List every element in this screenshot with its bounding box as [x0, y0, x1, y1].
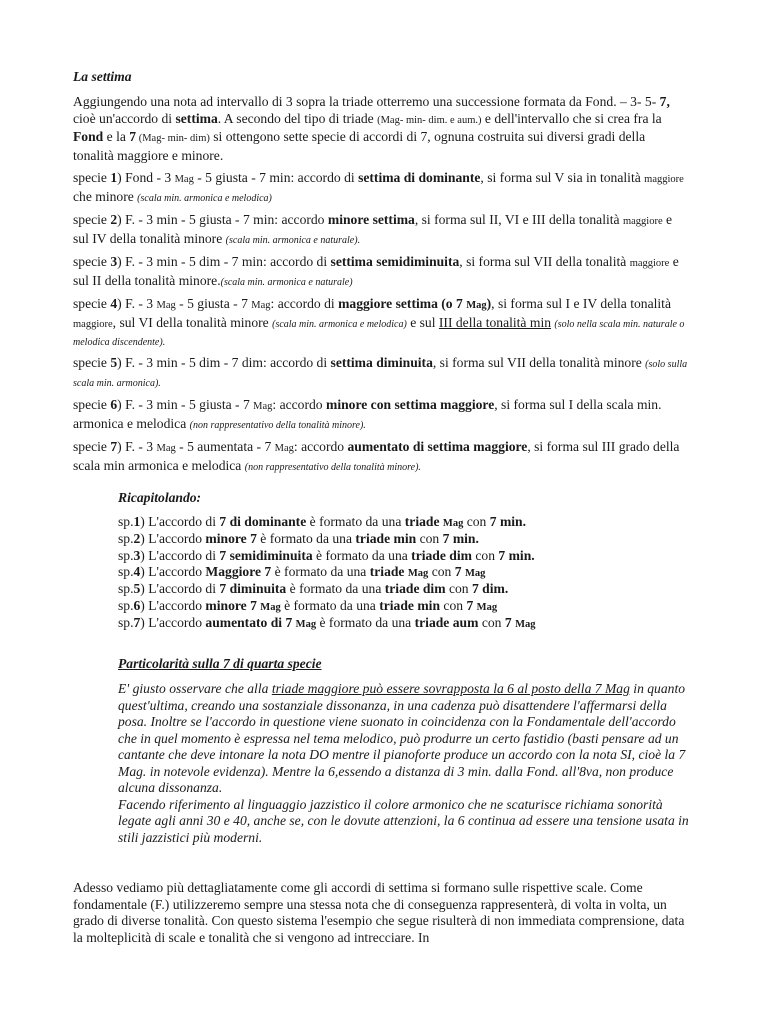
recap-mag: Mag [407, 568, 429, 580]
recap-text: con [440, 597, 467, 613]
species-label: specie [73, 296, 111, 311]
species-mag-label: Mag [274, 443, 294, 454]
species-number: 5 [110, 355, 118, 370]
recap-sp: sp. [118, 581, 134, 597]
species-number: 4 [110, 296, 118, 311]
species-text: - 5 aumentata - 7 [175, 439, 275, 454]
intro-text: cioè un'accordo di [73, 110, 176, 126]
section-title: La settima [73, 69, 132, 84]
species-5-paragraph [73, 355, 689, 392]
recap-triad: triade [369, 564, 408, 580]
recap-line-4 [118, 564, 678, 581]
species-label: specie [73, 170, 111, 185]
recap-line-5 [118, 581, 678, 598]
species-maggiore: maggiore [622, 216, 663, 227]
intro-bold-7: 7 [129, 129, 137, 145]
particolarita-underlined: triade maggiore può essere sovrapposta la 6 al posto della 7 Mag [271, 681, 630, 696]
recap-seventh: 7 [454, 564, 465, 580]
recap-text: ) L'accordo di [140, 514, 220, 529]
species-text: - 5 giusta - 7 [175, 296, 252, 311]
intro-bold-settima: settima [175, 110, 218, 126]
species-mag-label: Mag [174, 174, 194, 185]
recap-mag: Mag [442, 518, 464, 529]
recap-number: 2 [133, 530, 141, 546]
species-text: , si forma sul I e IV della tonalità [491, 296, 671, 311]
species-chord-name: minore con settima maggiore [326, 397, 495, 412]
recap-text: è formato da una [256, 530, 356, 546]
species-text: , si forma sul III grado della scala min armonica e melodica [73, 439, 680, 473]
species-text: e sul [406, 314, 439, 330]
recap-text: con [416, 530, 443, 546]
recap-chord: 7 diminuita [219, 581, 287, 597]
recap-text: con [471, 547, 499, 563]
species-text: : accordo [293, 439, 348, 454]
recap-seventh: 7 min. [442, 530, 479, 546]
particolarita-text: E' giusto osservare che alla [118, 681, 272, 696]
recap-chord: minore 7 [205, 530, 257, 546]
recap-text: ) L'accordo di [140, 547, 220, 563]
species-note: (scala min. armonica e melodica) [137, 192, 272, 204]
recap-chord: 7 di dominante [219, 514, 307, 529]
species-chord-name: settima semidiminuita [330, 254, 460, 269]
recap-chord: 7 semidiminuita [219, 547, 313, 563]
species-text: ) F. - 3 min - 5 giusta - 7 min: accordo [117, 212, 328, 227]
recap-sp: sp. [118, 564, 134, 580]
recap-text: è formato da una [306, 514, 405, 529]
recap-seventh: 7 dim. [471, 581, 509, 597]
species-maggiore: maggiore [629, 258, 670, 269]
species-note: (non rappresentativo della tonalità minore). [244, 461, 421, 473]
species-text: , si forma sul I della scala min. armonica e melodica [73, 397, 662, 431]
species-mag-label: Mag [466, 300, 487, 311]
recap-list [118, 514, 678, 632]
recap-sp: sp. [118, 547, 134, 563]
species-mag-label: Mag [156, 300, 176, 311]
recap-line-3 [118, 548, 678, 565]
recap-triad: triade min [355, 530, 417, 546]
species-1-paragraph [73, 170, 689, 207]
species-text: : accordo di [270, 296, 339, 311]
particolarita-body [118, 681, 690, 846]
recap-mag: Mag [476, 601, 498, 613]
species-text: ) F. - 3 min - 5 dim - 7 dim: accordo di [117, 355, 331, 370]
intro-small-text: (Mag- min- dim. e aum.) [377, 114, 482, 126]
recap-text: ) L'accordo [140, 614, 206, 630]
recap-sp: sp. [118, 514, 134, 529]
recap-number: 6 [133, 597, 141, 613]
recap-number: 1 [133, 514, 141, 529]
species-label: specie [73, 212, 111, 227]
species-number: 3 [110, 254, 118, 269]
recap-chord: aumentato di 7 [205, 614, 296, 630]
recap-seventh: 7 min. [489, 514, 527, 529]
recap-line-7 [118, 615, 678, 632]
species-note: (scala min. armonica e naturale) [220, 276, 353, 288]
recap-text: con [445, 581, 472, 597]
particolarita-title: Particolarità sulla 7 di quarta specie [118, 656, 322, 671]
recap-number: 5 [133, 581, 141, 597]
intro-small-text: (Mag- min- dim) [136, 133, 210, 145]
species-number: 1 [110, 170, 118, 185]
species-chord-name: settima diminuita [330, 355, 433, 370]
recap-mag: Mag [515, 618, 536, 630]
species-label: specie [73, 397, 111, 412]
recap-triad: triade aum [414, 614, 479, 630]
species-text: ) Fond - 3 [117, 170, 175, 185]
species-text: ) F. - 3 min - 5 dim - 7 min: accordo di [117, 254, 331, 269]
species-text: e sul II della tonalità minore. [73, 254, 679, 288]
recap-line-1 [118, 514, 678, 531]
species-text: , si forma sul VII della tonalità minore [432, 355, 646, 370]
species-note: (non rappresentativo della tonalità minore). [189, 419, 366, 431]
species-mag-label: Mag [253, 401, 273, 412]
recap-number: 4 [133, 564, 141, 580]
species-maggiore: maggiore [73, 318, 113, 330]
species-text: - 5 giusta - 7 min: accordo di [193, 170, 359, 185]
recap-sp: sp. [118, 597, 134, 613]
species-chord-name: maggiore settima (o 7 [338, 296, 467, 311]
species-text: : accordo [272, 397, 326, 412]
species-chord-name: minore settima [327, 212, 415, 227]
species-note: (solo sulla scala min. armonica). [73, 359, 688, 389]
recap-text: con [463, 514, 490, 529]
recap-triad: triade [404, 514, 443, 529]
species-text: , si forma sul V sia in tonalità [480, 170, 645, 185]
species-note: (solo nella scala min. naturale o melodica discendente). [73, 318, 685, 349]
species-2-paragraph [73, 212, 689, 249]
species-4-paragraph [73, 296, 689, 352]
intro-text: e dell'intervallo che si crea fra la [481, 110, 662, 126]
intro-text: . A secondo del tipo di triade [217, 110, 378, 126]
species-note: (scala min. armonica e naturale). [225, 234, 361, 246]
recap-chord: Maggiore 7 [205, 564, 272, 580]
recap-text: è formato da una [316, 614, 415, 630]
species-text: ) F. - 3 [117, 439, 157, 454]
recap-triad: triade min [379, 597, 441, 613]
recap-triad: triade dim [411, 547, 472, 563]
recap-text: ) L'accordo [140, 564, 206, 580]
species-chord-name: settima di dominante [358, 170, 481, 185]
recap-line-2 [118, 531, 678, 548]
species-text: e sul IV della tonalità minore [73, 212, 673, 246]
species-mag-label: Mag [251, 300, 271, 311]
recap-sp: sp. [118, 614, 134, 630]
species-mag-label: Mag [156, 443, 176, 454]
species-text: ) F. - 3 [117, 296, 157, 311]
recap-number: 7 [133, 614, 141, 630]
recap-text: ) L'accordo [140, 597, 206, 613]
recap-text: è formato da una [286, 581, 385, 597]
recap-title: Ricapitolando: [118, 490, 202, 505]
particolarita-text: in quanto quest'ultima, creando una sostanziale dissonanza, in una cadenza può disattendere l'affermarsi della posa. Inoltre se l'accordo in questione viene suonato in coincidenza con la Fondamentale dell'accordo che in quel momento è espressa nel tema melodico, può produrre un certo fastidio (basti pensare ad un cantante che deve intonare la nota DO mentre il pianoforte produce un accordo con la nota SI, cioè la 7 Mag. in notevole evidenza). Mentre la 6,essendo a distanza di 3 min. dalla Fond. all'8va, non produce alcuna dissonanza. [118, 681, 686, 795]
species-chord-name: aumentato di settima maggiore [347, 439, 528, 454]
particolarita-text: Facendo riferimento al linguaggio jazzistico il colore armonico che ne scaturisce richiama sonorità legate agli anni 30 e 40, anche se, con le dovute attenzioni, la 6 continua ad essere una tensione usata in stili jazzistici più moderni. [118, 796, 689, 845]
species-label: specie [73, 355, 111, 370]
species-text: ) F. - 3 min - 5 giusta - 7 [117, 397, 254, 412]
species-6-paragraph [73, 397, 689, 434]
recap-text: è formato da una [271, 564, 370, 580]
species-number: 6 [110, 397, 118, 412]
recap-chord: minore 7 [205, 597, 261, 613]
species-3-paragraph [73, 254, 689, 291]
species-label: specie [73, 439, 111, 454]
recap-text: con [478, 614, 505, 630]
intro-text: si ottengono sette specie di accordi di 7, ognuna costruita sui diversi gradi della tonalità maggiore e minore. [73, 129, 646, 163]
species-7-paragraph [73, 439, 689, 476]
species-chord-name: ) [486, 296, 492, 311]
recap-text: ) L'accordo di [140, 581, 220, 597]
recap-text: con [428, 564, 455, 580]
species-underlined-text: III della tonalità min [438, 314, 552, 330]
intro-bold-seven: 7, [659, 94, 670, 109]
intro-paragraph [73, 94, 689, 164]
species-text: , si forma sul VII della tonalità [459, 254, 630, 269]
species-number: 2 [110, 212, 118, 227]
species-text: che minore [73, 188, 138, 204]
recap-seventh: 7 [466, 597, 477, 613]
recap-text: ) L'accordo [140, 530, 206, 546]
intro-text: e la [103, 129, 130, 145]
recap-text: è formato da una [280, 597, 380, 613]
recap-seventh: 7 min. [498, 547, 535, 563]
species-number: 7 [110, 439, 118, 454]
recap-mag: Mag [295, 618, 317, 630]
recap-number: 3 [133, 547, 141, 563]
species-maggiore: maggiore [644, 174, 684, 185]
species-text: , sul VI della tonalità minore [112, 314, 273, 330]
recap-line-6 [118, 598, 678, 615]
recap-mag: Mag [260, 601, 281, 613]
recap-mag: Mag [464, 568, 486, 580]
recap-triad: triade dim [384, 581, 446, 597]
species-text: , si forma sul II, VI e III della tonalità [414, 212, 623, 227]
species-label: specie [73, 254, 111, 269]
intro-bold-fond: Fond [73, 129, 104, 145]
species-note: (scala min. armonica e melodica) [272, 318, 407, 330]
recap-seventh: 7 [504, 614, 516, 630]
final-paragraph: Adesso vediamo più dettagliatamente come gli accordi di settima si formano sulle rispettive scale. Come fondamentale (F.) utilizzeremo sempre una stessa nota che di conseguenza rappresenterà, di volta in volta, un grado di diverse tonalità. Con questo sistema l'esempio che segue risulterà di non immediata comprensione, data la molteplicità di scale e tonalità che si vengono ad intrecciare. In [73, 880, 685, 945]
recap-sp: sp. [118, 530, 134, 546]
recap-text: è formato da una [312, 547, 412, 563]
intro-text: Aggiungendo una nota ad intervallo di 3 sopra la triade otterremo una successione formata da Fond. – 3- 5- [73, 94, 660, 109]
